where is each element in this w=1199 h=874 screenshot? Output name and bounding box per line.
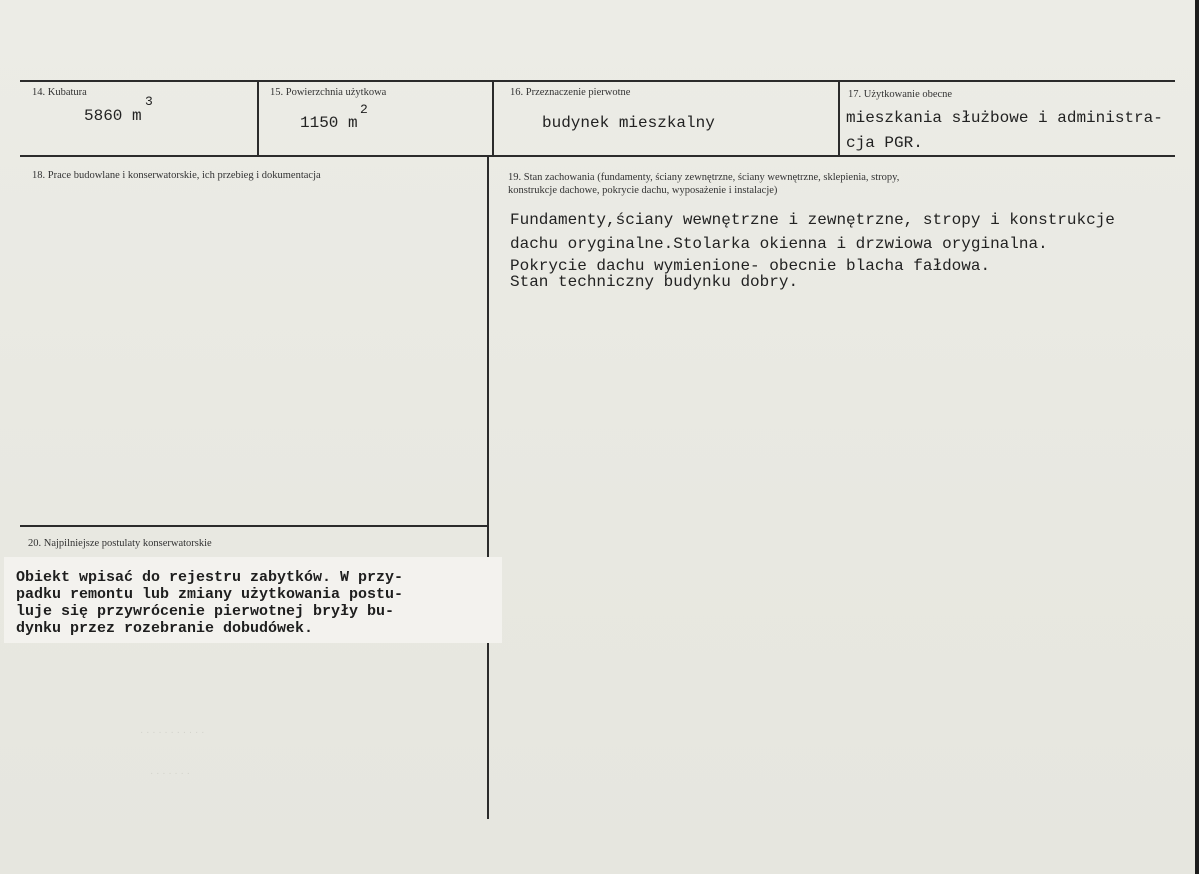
field-20-line-3: luje się przywrócenie pierwotnej bryły bu- bbox=[16, 603, 395, 620]
field-20-label: 20. Najpilniejsze postulaty konserwatorskie bbox=[28, 538, 212, 549]
field-15-value: 1150 m bbox=[300, 114, 358, 132]
field-19-line-2: dachu oryginalne.Stolarka okienna i drzwiowa oryginalna. bbox=[510, 235, 1048, 253]
field-19-label-line-1: 19. Stan zachowania (fundamenty, ściany zewnętrzne, ściany wewnętrzne, sklepienia, stropy, bbox=[508, 172, 900, 183]
bleed-through-mark: · · · · · · · · · · · bbox=[140, 727, 205, 738]
card-edge bbox=[1195, 0, 1199, 874]
field-14-label: 14. Kubatura bbox=[32, 87, 87, 98]
field-17-line-1: mieszkania służbowe i administra- bbox=[846, 109, 1163, 127]
field-15-unit-exponent: 2 bbox=[360, 102, 368, 117]
top-rule bbox=[20, 80, 1175, 82]
field-14-value: 5860 m bbox=[84, 107, 142, 125]
divider-15-16 bbox=[492, 80, 494, 157]
section-20-rule bbox=[20, 525, 488, 527]
divider-14-15 bbox=[257, 80, 259, 157]
header-bottom-rule bbox=[20, 155, 1175, 157]
field-14-unit-exponent: 3 bbox=[145, 94, 153, 109]
field-19-line-3: Pokrycie dachu wymienione- obecnie blacha fałdowa. bbox=[510, 257, 991, 275]
field-20-line-1: Obiekt wpisać do rejestru zabytków. W przy- bbox=[16, 569, 404, 586]
divider-16-17 bbox=[838, 80, 840, 157]
field-19-line-4: Stan techniczny budynku dobry. bbox=[510, 273, 799, 291]
field-15-label: 15. Powierzchnia użytkowa bbox=[270, 87, 387, 98]
field-19-line-1: Fundamenty,ściany wewnętrzne i zewnętrzne, stropy i konstrukcje bbox=[510, 211, 1115, 229]
field-20-line-4: dynku przez rozebranie dobudówek. bbox=[16, 620, 314, 637]
field-18-label: 18. Prace budowlane i konserwatorskie, ich przebieg i dokumentacja bbox=[32, 170, 321, 181]
field-17-line-2: cja PGR. bbox=[846, 134, 923, 152]
bleed-through-mark: · · · · · · · bbox=[150, 768, 190, 779]
divider-18-19 bbox=[487, 157, 489, 819]
field-19-label-line-2: konstrukcje dachowe, pokrycie dachu, wyposażenie i instalacje) bbox=[508, 185, 778, 196]
field-20-line-2: padku remontu lub zmiany użytkowania postu- bbox=[16, 586, 404, 603]
field-16-value: budynek mieszkalny bbox=[542, 114, 715, 132]
field-17-label: 17. Użytkowanie obecne bbox=[848, 89, 953, 100]
field-20-text bbox=[16, 569, 403, 637]
field-16-label: 16. Przeznaczenie pierwotne bbox=[510, 87, 631, 98]
